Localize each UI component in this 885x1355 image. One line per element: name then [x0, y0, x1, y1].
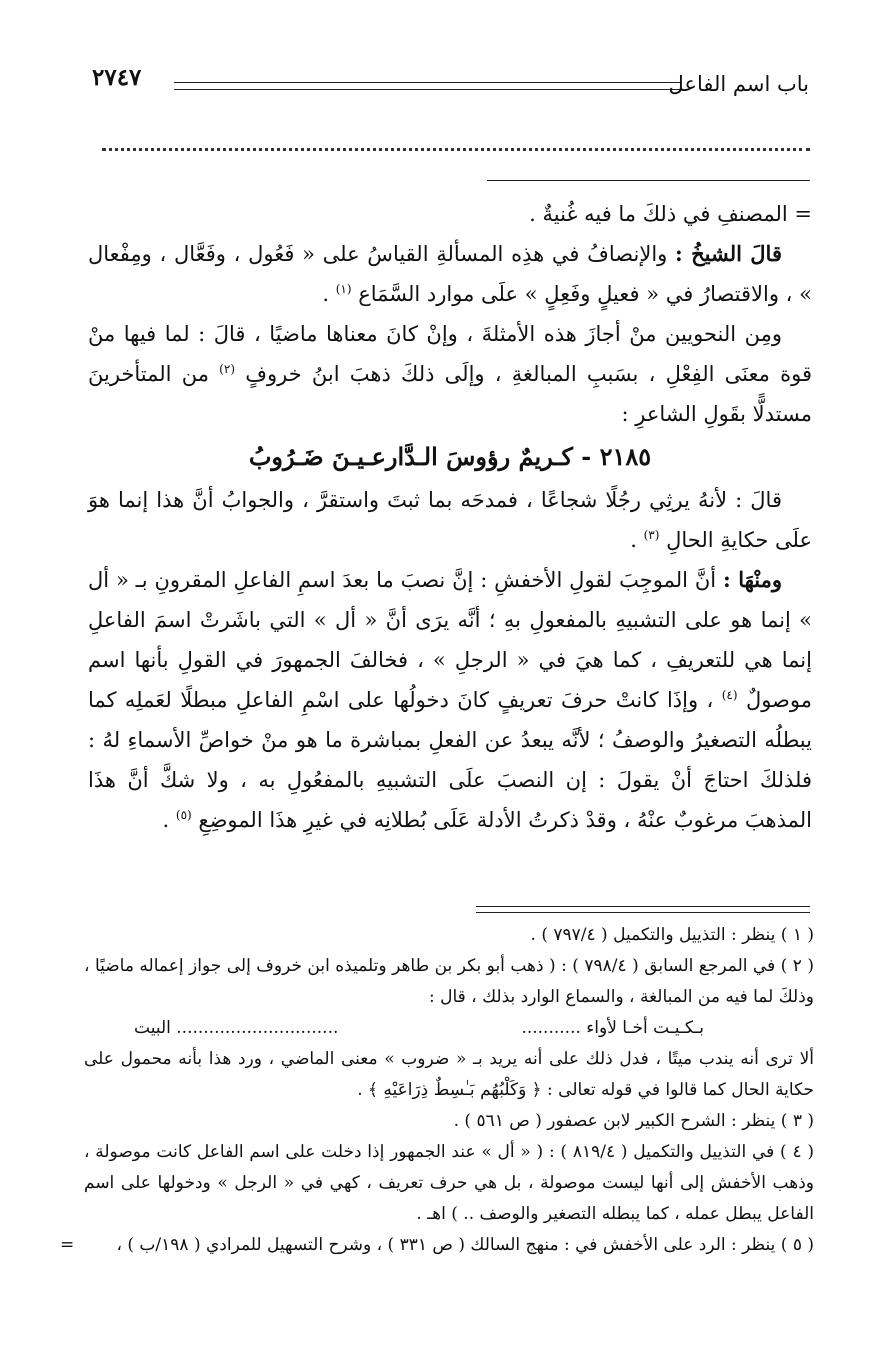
- shaykh-paragraph: [88, 234, 812, 314]
- main-text: [88, 194, 812, 840]
- dotted-separator: [102, 148, 810, 151]
- minha-text-1: أنَّ الموجِبَ لقولِ الأخفشِ : إنَّ نصبَ ما بعدَ اسمِ الفاعلِ المقرونِ بـ « أل » إنما هو على التشبيهِ بالمفعولِ بهِ ؛ أنَّه يرَى أنَّ « أل » التي باشَرتْ اسمَ الفاعلِ إنما هي للتعريفِ ، كما هيَ في « الرجلِ » ، فخالفَ الجمهورَ في القولِ بأنها اسم موصولٌ: [88, 568, 812, 712]
- footnote-ref-1[interactable]: (١): [335, 282, 352, 296]
- running-header: [92, 62, 809, 102]
- footnote-5: [60, 1230, 814, 1261]
- minha-lead: ومنْهَا :: [722, 567, 782, 592]
- footnote-4: ( ٤ ) في التذييل والتكميل ( ٨١٩/٤ ) : ( « أل » عند الجمهور إذا دخلت على اسم الفاعل كانت موصولة ، وذهب الأخفش إلى أنها ليست موصولة ، بل هي حرف تعريف ، كهي في « الرجل » ودخولها على اسم الفاعل يبطل عمله ، كما يبطله التصغير والوصف .. ) اهـ .: [84, 1142, 814, 1224]
- footnote-ref-3[interactable]: (٣): [643, 528, 660, 542]
- continuation-text: = المصنفِ في ذلكَ ما فيه غُنيةٌ .: [529, 202, 812, 226]
- footnote-2-verse-first-half: بـكـيـت أخـا لأواء ...........: [521, 1018, 704, 1038]
- page-number: ٢٧٤٧: [92, 64, 142, 91]
- minha-paragraph: [88, 560, 812, 840]
- qala-end: .: [630, 528, 637, 552]
- footnote-1: ( ١ ) ينظر : التذييل والتكميل ( ٧٩٧/٤ ) .: [530, 925, 814, 945]
- shaykh-end: .: [322, 282, 330, 306]
- footnote-2: ( ٢ ) في المرجع السابق ( ٧٩٨/٤ ) : ( ذهب أبو بكر بن طاهر وتلميذه ابن خروف إلى جواز إعماله ماضيًا ، وذلكَ لما فيه من المبالغة ، والسماع الوارد بذلك ، قال :: [84, 956, 814, 1007]
- footnote-2-continuation: ألا ترى أنه يندب ميتًا ، فدل ذلك على أنه يريد بـ « ضروب » معنى الماضي ، ورد هذا بأنه محمول على حكاية الحال كما قالوا في قوله تعالى : ﴿ وَكَلْبُهُم بَـٰسِطٌ ذِرَاعَيْهِ ﴾ .: [84, 1049, 814, 1100]
- header-double-rule: [174, 82, 681, 90]
- continuation-mark: =: [60, 1235, 75, 1255]
- continuation-rule: [487, 180, 810, 181]
- nahwiyyin-end: من المتأخرينَ مستدلًّا بقَولِ الشاعرِ :: [88, 362, 812, 426]
- minha-text-2: ، وإذَا كانتْ حرفَ تعريفٍ كانَ دخولُها على اسْمِ الفاعلِ مبطلًا لعَملِه كما يبطلُه التصغيرُ والوصفُ ؛ لأنَّه يبعدُ عن الفعلِ بمباشرة ما هو منْ خواصِّ الأسماءِ لهُ : فلذلكَ احتاجَ أنْ يقولَ : إن النصبَ علَى التشبيهِ بالمفعُولِ به ، ولا شكَّ أنَّ هذَا المذهبَ مرغوبٌ عنْهُ ، وقدْ ذكرتُ الأدلة عَلَى بُطلانِه في غيرِ هذَا الموضِعِ: [88, 688, 812, 832]
- footnote-ref-2[interactable]: (٢): [219, 362, 235, 376]
- footnotes: [60, 920, 814, 1261]
- poetry-verse: ٢١٨٥ - كـريمٌ رؤوسَ الـدَّارعـيـنَ ضَـرُوبُ: [248, 442, 652, 471]
- qala-paragraph: [88, 480, 812, 560]
- nahwiyyin-paragraph: [88, 314, 812, 434]
- shaykh-lead: قالَ الشيخُ :: [675, 241, 782, 266]
- footnote-3: ( ٣ ) ينظر : الشرح الكبير لابن عصفور ( ص ٥٦١ ) .: [453, 1111, 814, 1131]
- footnote-2-verse: [84, 1013, 814, 1044]
- footnote-5-text: ( ٥ ) ينظر : الرد على الأخفش في : منهج السالك ( ص ٣٣١ ) ، وشرح التسهيل للمرادي ( ١٩٨/ب ) ،: [116, 1235, 814, 1255]
- chapter-title: باب اسم الفاعل: [668, 72, 809, 96]
- qala-text: قالَ : لأنهُ يرثِي رجُلًا شجاعًا ، فمدحَه بما ثبتَ واستقرَّ ، والجوابُ أنَّ هذا إنما هوَ علَى حكايةِ الحالِ: [88, 488, 812, 552]
- footnote-ref-4[interactable]: (٤): [721, 688, 738, 702]
- footnote-separator: [476, 906, 810, 913]
- continuation-paragraph: [88, 194, 812, 234]
- minha-end: .: [162, 808, 170, 832]
- footnote-2-verse-second-half: .............................. البيت: [134, 1018, 339, 1038]
- footnote-ref-5[interactable]: (٥): [175, 808, 192, 822]
- nahwiyyin-text: ومِن النحويين منْ أجازَ هذه الأمثلةَ ، وإنْ كانَ معناها ماضيًا ، قالَ : لما فيها منْ قوة معنَى الفِعْلِ ، بسَببِ المبالغةِ ، وإلَى ذلكَ ذهبَ ابنُ خروفٍ: [88, 322, 812, 386]
- shaykh-text: والإنصافُ في هذِه المسألةِ القياسُ على « فَعُول ، وفَعَّال ، ومِفْعال » ، والاقتصارُ في « فعيلٍ وفَعِلٍ » علَى موارد السَّمَاع: [88, 242, 812, 306]
